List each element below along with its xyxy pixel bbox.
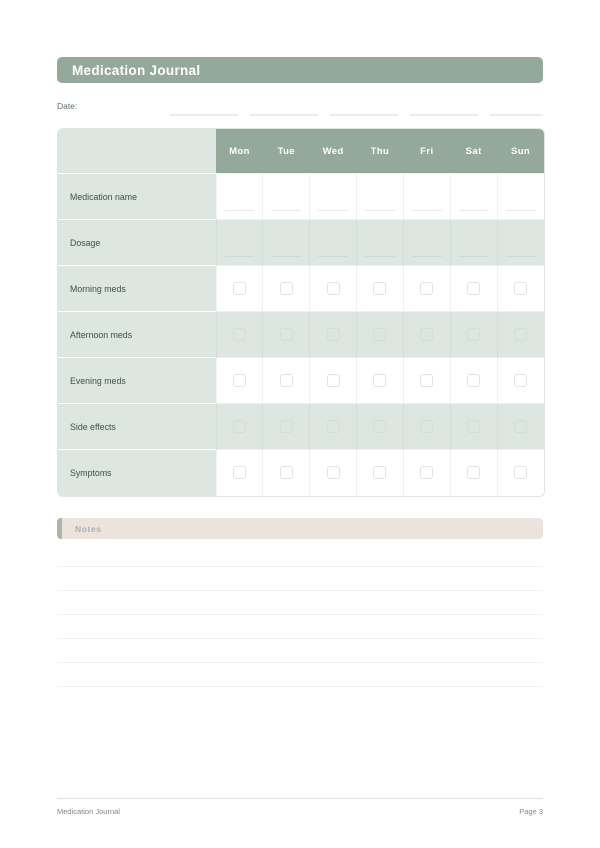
checkbox-cell[interactable]: [403, 266, 450, 312]
checkbox-cell[interactable]: [310, 312, 357, 358]
checkbox-icon[interactable]: [280, 374, 293, 387]
checkbox-cell[interactable]: [403, 312, 450, 358]
day-header-sun: Sun: [497, 129, 544, 174]
checkbox-icon[interactable]: [420, 420, 433, 433]
checkbox-cell[interactable]: [450, 266, 497, 312]
page-title: Medication Journal: [72, 62, 201, 78]
checkbox-icon[interactable]: [420, 374, 433, 387]
checkbox-cell[interactable]: [216, 404, 263, 450]
notes-line[interactable]: [57, 567, 543, 591]
checkbox-icon[interactable]: [280, 328, 293, 341]
checkbox-icon[interactable]: [373, 374, 386, 387]
notes-line[interactable]: [57, 543, 543, 567]
write-in-line: [506, 210, 536, 211]
checkbox-icon[interactable]: [420, 466, 433, 479]
write-in-line: [365, 256, 395, 257]
write-in-line: [412, 210, 442, 211]
write-in-cell[interactable]: [403, 220, 450, 266]
checkbox-icon[interactable]: [327, 282, 340, 295]
write-in-cell[interactable]: [216, 174, 263, 220]
checkbox-cell[interactable]: [263, 450, 310, 496]
checkbox-icon[interactable]: [467, 374, 480, 387]
write-in-line: [412, 256, 442, 257]
row-label: Morning meds: [58, 266, 216, 312]
table-row: [58, 450, 544, 496]
notes-section-title: Notes: [75, 523, 102, 534]
checkbox-cell[interactable]: [497, 266, 544, 312]
write-in-cell[interactable]: [310, 174, 357, 220]
checkbox-cell[interactable]: [357, 450, 404, 496]
write-in-cell[interactable]: [450, 174, 497, 220]
checkbox-cell[interactable]: [450, 358, 497, 404]
checkbox-cell[interactable]: [216, 358, 263, 404]
write-in-line: [459, 210, 489, 211]
write-in-line: [225, 256, 255, 257]
checkbox-icon[interactable]: [233, 282, 246, 295]
medication-table: [57, 128, 545, 497]
write-in-cell[interactable]: [263, 174, 310, 220]
page-footer: [57, 798, 543, 816]
checkbox-icon[interactable]: [467, 420, 480, 433]
checkbox-icon[interactable]: [514, 420, 527, 433]
checkbox-icon[interactable]: [327, 466, 340, 479]
checkbox-cell[interactable]: [403, 358, 450, 404]
write-in-cell[interactable]: [403, 174, 450, 220]
table-header-row: [58, 129, 544, 174]
table-body: [58, 174, 544, 496]
checkbox-icon[interactable]: [420, 328, 433, 341]
table-row: [58, 174, 544, 220]
notes-line[interactable]: [57, 591, 543, 615]
table-corner-header: [58, 129, 216, 174]
checkbox-cell[interactable]: [357, 358, 404, 404]
checkbox-cell[interactable]: [310, 266, 357, 312]
checkbox-cell[interactable]: [450, 450, 497, 496]
write-in-cell[interactable]: [310, 220, 357, 266]
checkbox-icon[interactable]: [327, 420, 340, 433]
checkbox-cell[interactable]: [450, 404, 497, 450]
footer-page-number: Page 3: [519, 807, 543, 816]
day-header-thu: Thu: [357, 129, 404, 174]
checkbox-cell[interactable]: [263, 266, 310, 312]
checkbox-icon[interactable]: [467, 328, 480, 341]
write-in-cell[interactable]: [357, 220, 404, 266]
date-write-in-line[interactable]: [170, 114, 543, 116]
table-row: [58, 404, 544, 450]
checkbox-icon[interactable]: [467, 466, 480, 479]
day-header-tue: Tue: [263, 129, 310, 174]
write-in-cell[interactable]: [450, 220, 497, 266]
write-in-cell[interactable]: [216, 220, 263, 266]
write-in-cell[interactable]: [263, 220, 310, 266]
checkbox-icon[interactable]: [373, 282, 386, 295]
checkbox-cell[interactable]: [497, 312, 544, 358]
row-label: Dosage: [58, 220, 216, 266]
checkbox-icon[interactable]: [280, 466, 293, 479]
write-in-line: [225, 210, 255, 211]
notes-line[interactable]: [57, 639, 543, 663]
checkbox-cell[interactable]: [497, 450, 544, 496]
day-header-mon: Mon: [216, 129, 263, 174]
day-header-fri: Fri: [403, 129, 450, 174]
row-label: Medication name: [58, 174, 216, 220]
day-header-wed: Wed: [310, 129, 357, 174]
checkbox-icon[interactable]: [233, 328, 246, 341]
checkbox-cell[interactable]: [403, 450, 450, 496]
write-in-line: [271, 210, 301, 211]
date-field-row: [57, 101, 543, 117]
document-title-banner: [57, 57, 543, 83]
table-row: [58, 220, 544, 266]
footer-document-name: Medication Journal: [57, 807, 120, 816]
row-label: Evening meds: [58, 358, 216, 404]
checkbox-cell[interactable]: [497, 358, 544, 404]
notes-accent-bar: [57, 518, 62, 539]
checkbox-cell[interactable]: [310, 404, 357, 450]
checkbox-icon[interactable]: [514, 374, 527, 387]
day-header-sat: Sat: [450, 129, 497, 174]
checkbox-cell[interactable]: [357, 266, 404, 312]
checkbox-cell[interactable]: [263, 404, 310, 450]
notes-writing-area[interactable]: [57, 543, 543, 687]
write-in-cell[interactable]: [497, 220, 544, 266]
checkbox-cell[interactable]: [357, 404, 404, 450]
checkbox-icon[interactable]: [280, 282, 293, 295]
checkbox-icon[interactable]: [373, 466, 386, 479]
write-in-cell[interactable]: [497, 174, 544, 220]
checkbox-cell[interactable]: [450, 312, 497, 358]
checkbox-cell[interactable]: [216, 312, 263, 358]
checkbox-cell[interactable]: [310, 358, 357, 404]
write-in-line: [365, 210, 395, 211]
checkbox-icon[interactable]: [280, 420, 293, 433]
checkbox-cell[interactable]: [263, 312, 310, 358]
table-row: [58, 358, 544, 404]
checkbox-cell[interactable]: [357, 312, 404, 358]
row-label: Afternoon meds: [58, 312, 216, 358]
row-label: Symptoms: [58, 450, 216, 496]
notes-line[interactable]: [57, 663, 543, 687]
checkbox-icon[interactable]: [514, 282, 527, 295]
write-in-line: [506, 256, 536, 257]
checkbox-cell[interactable]: [216, 266, 263, 312]
date-label: Date:: [57, 101, 78, 111]
checkbox-icon[interactable]: [373, 328, 386, 341]
table-row: [58, 312, 544, 358]
write-in-line: [271, 256, 301, 257]
checkbox-cell[interactable]: [216, 450, 263, 496]
notes-section-banner: [57, 518, 543, 539]
checkbox-icon[interactable]: [233, 420, 246, 433]
checkbox-icon[interactable]: [467, 282, 480, 295]
checkbox-icon[interactable]: [327, 328, 340, 341]
checkbox-cell[interactable]: [263, 358, 310, 404]
checkbox-icon[interactable]: [514, 328, 527, 341]
checkbox-icon[interactable]: [373, 420, 386, 433]
write-in-line: [318, 210, 348, 211]
checkbox-icon[interactable]: [233, 374, 246, 387]
checkbox-cell[interactable]: [497, 404, 544, 450]
write-in-cell[interactable]: [357, 174, 404, 220]
checkbox-cell[interactable]: [403, 404, 450, 450]
checkbox-icon[interactable]: [327, 374, 340, 387]
checkbox-icon[interactable]: [514, 466, 527, 479]
write-in-line: [318, 256, 348, 257]
checkbox-icon[interactable]: [420, 282, 433, 295]
row-label: Side effects: [58, 404, 216, 450]
table-row: [58, 266, 544, 312]
notes-line[interactable]: [57, 615, 543, 639]
checkbox-cell[interactable]: [310, 450, 357, 496]
write-in-line: [459, 256, 489, 257]
table-header: [58, 129, 544, 174]
checkbox-icon[interactable]: [233, 466, 246, 479]
